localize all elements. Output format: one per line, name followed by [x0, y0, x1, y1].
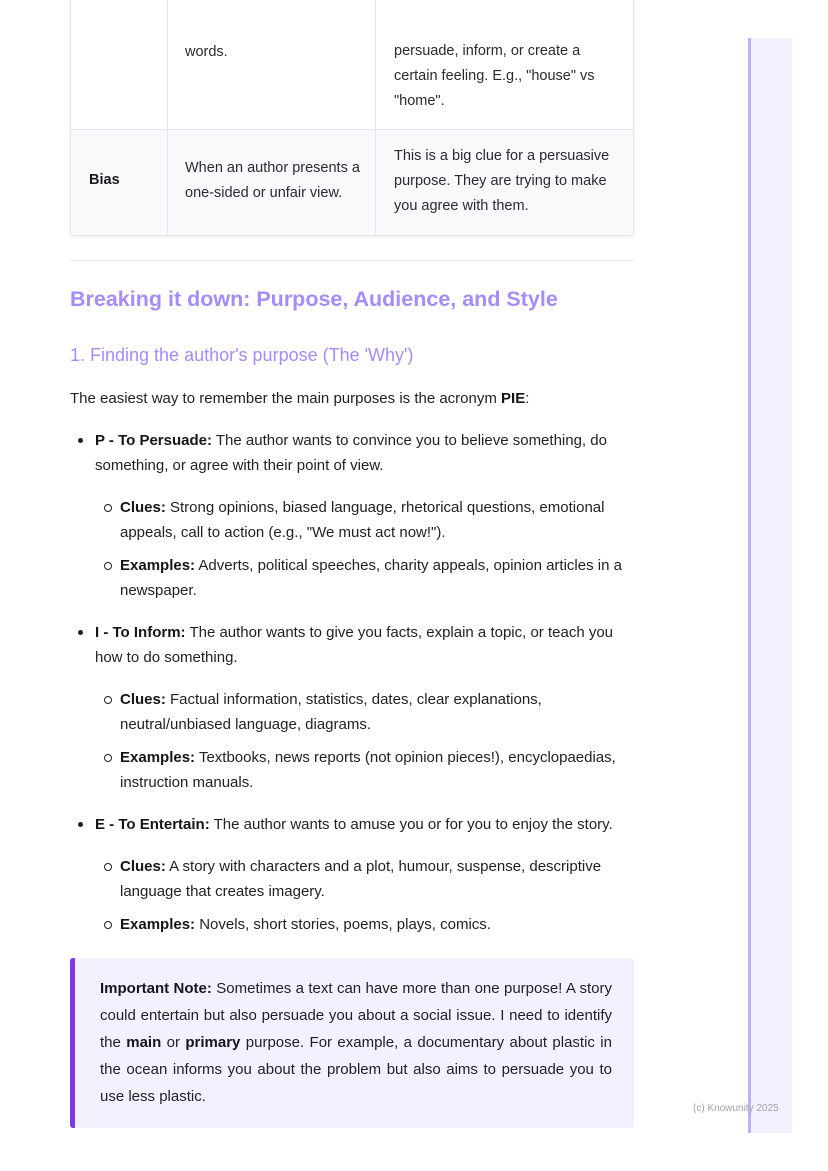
table-cell-term [71, 0, 168, 129]
table-cell-clue: persuade, inform, or create a certain feeling. E.g., "house" vs "home". [394, 43, 595, 109]
sub-item-examples: Examples: Adverts, political speeches, charity appeals, opinion articles in a newspaper. [120, 553, 635, 603]
section-heading: Breaking it down: Purpose, Audience, and Style [70, 287, 558, 311]
sub-item-clues: Clues: Strong opinions, biased language, rhetorical questions, emotional appeals, call to action (e.g., "We must act now!"). [120, 495, 635, 545]
important-note-text: Important Note: Sometimes a text can have more than one purpose! A story could entertain but also persuade you about a social issue. I need to identify the main or primary purpose. For example, a documentary about plastic in the ocean informs you about the problem but also aims to persuade you to use less plastic. [100, 980, 612, 1105]
page-side-bar [748, 38, 792, 1133]
sub-heading: 1. Finding the author's purpose (The 'Why') [70, 345, 414, 365]
important-note-callout [70, 958, 634, 1128]
table-cell-clue: This is a big clue for a persuasive purpose. They are trying to make you agree with them. [394, 148, 610, 214]
table-cell-definition: words. [168, 0, 376, 129]
sub-item-clues: Clues: A story with characters and a plot, humour, suspense, descriptive language that creates imagery. [120, 854, 635, 904]
sub-item-examples: Examples: Textbooks, news reports (not opinion pieces!), encyclopaedias, instruction manuals. [120, 745, 635, 795]
sub-item-clues: Clues: Factual information, statistics, dates, clear explanations, neutral/unbiased language, diagrams. [120, 687, 635, 737]
list-item-persuade: P - To Persuade: The author wants to convince you to believe something, do something, or agree with their point of view. [95, 428, 640, 478]
list-item-entertain: E - To Entertain: The author wants to amuse you or for you to enjoy the story. [95, 812, 640, 837]
list-item-inform: I - To Inform: The author wants to give you facts, explain a topic, or teach you how to do something. [95, 620, 640, 670]
table-row [71, 0, 633, 130]
language-techniques-table [70, 0, 634, 236]
table-row [71, 130, 633, 235]
sub-item-examples: Examples: Novels, short stories, poems, plays, comics. [120, 912, 635, 937]
intro-paragraph: The easiest way to remember the main purposes is the acronym PIE: [70, 390, 530, 407]
copyright-footer: (c) Knowunity 2025 [693, 1103, 779, 1114]
section-divider [70, 260, 634, 261]
table-cell-term: Bias [71, 130, 168, 235]
table-cell-definition: When an author presents a one-sided or unfair view. [168, 130, 376, 235]
